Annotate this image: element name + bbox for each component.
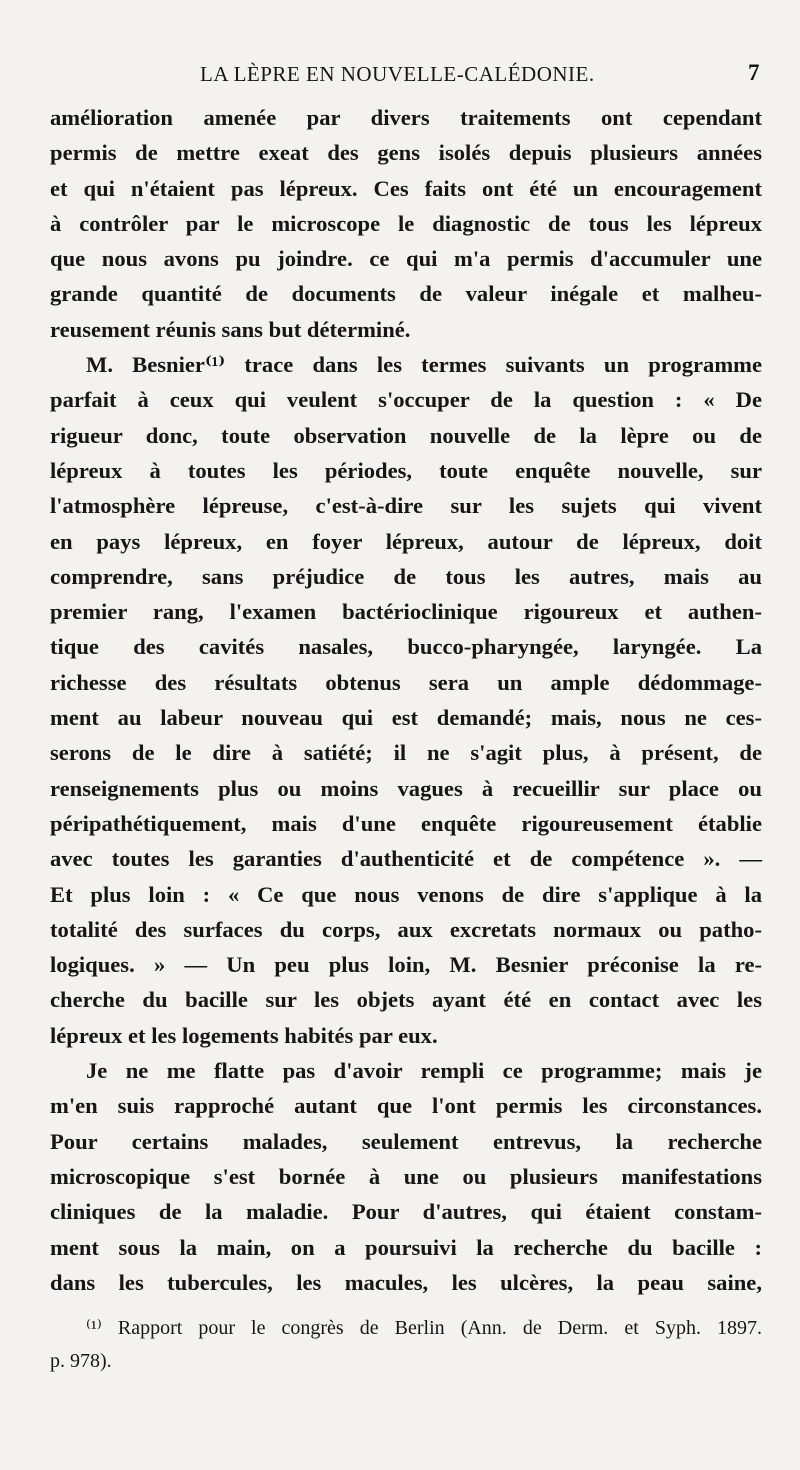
page-number: 7 xyxy=(748,60,760,85)
running-title: LA LÈPRE EN NOUVELLE-CALÉDONIE. xyxy=(200,62,595,86)
text-line: à contrôler par le microscope le diagnostic de tous les lépreux xyxy=(50,210,762,236)
text-line: renseignements plus ou moins vagues à recueillir sur place ou xyxy=(50,775,762,801)
text-line: permis de mettre exeat des gens isolés depuis plusieurs années xyxy=(50,140,762,166)
text-line: que nous avons pu joindre. ce qui m'a permis d'accumuler une xyxy=(50,246,762,272)
text-line: parfait à ceux qui veulent s'occuper de la question : « De xyxy=(50,387,762,413)
text-line: ment au labeur nouveau qui est demandé; mais, nous ne ces- xyxy=(50,705,762,731)
text-line: l'atmosphère lépreuse, c'est-à-dire sur les sujets qui vivent xyxy=(50,493,762,519)
text-line: tique des cavités nasales, bucco-pharyngée, laryngée. La xyxy=(50,634,762,660)
text-line: m'en suis rapproché autant que l'ont permis les circonstances. xyxy=(50,1093,762,1119)
page-header xyxy=(48,62,760,92)
text-line: grande quantité de documents de valeur inégale et malheu- xyxy=(50,281,762,307)
footnote xyxy=(50,1312,762,1378)
text-line: en pays lépreux, en foyer lépreux, autour de lépreux, doit xyxy=(50,528,762,554)
body-text xyxy=(50,100,762,1300)
text-line: lépreux à toutes les périodes, toute enquête nouvelle, sur xyxy=(50,457,762,483)
text-line: microscopique s'est bornée à une ou plusieurs manifestations xyxy=(50,1163,762,1189)
text-line: lépreux et les logements habités par eux. xyxy=(50,1022,438,1048)
text-line: ment sous la main, on a poursuivi la recherche du bacille : xyxy=(50,1234,762,1260)
text-line: logiques. » — Un peu plus loin, M. Besnier préconise la re- xyxy=(50,952,762,978)
text-line: dans les tubercules, les macules, les ulcères, la peau saine, xyxy=(50,1269,762,1295)
text-line: avec toutes les garanties d'authenticité et de compétence ». — xyxy=(50,846,762,872)
text-line: et qui n'étaient pas lépreux. Ces faits ont été un encouragement xyxy=(50,175,762,201)
footnote-line: ⁽¹⁾ Rapport pour le congrès de Berlin (Ann. de Derm. et Syph. 1897. xyxy=(86,1317,762,1339)
text-line: Pour certains malades, seulement entrevus, la recherche xyxy=(50,1128,762,1154)
text-line: premier rang, l'examen bactérioclinique rigoureux et authen- xyxy=(50,599,762,625)
text-line: serons de le dire à satiété; il ne s'agit plus, à présent, de xyxy=(50,740,762,766)
text-line: cherche du bacille sur les objets ayant été en contact avec les xyxy=(50,987,762,1013)
text-line: rigueur donc, toute observation nouvelle de la lèpre ou de xyxy=(50,422,762,448)
text-line: M. Besnier⁽¹⁾ trace dans les termes suivants un programme xyxy=(86,352,762,378)
text-line: richesse des résultats obtenus sera un ample dédommage- xyxy=(50,669,762,695)
text-line: reusement réunis sans but déterminé. xyxy=(50,316,411,342)
text-line: comprendre, sans préjudice de tous les autres, mais au xyxy=(50,563,762,589)
text-line: Et plus loin : « Ce que nous venons de dire s'applique à la xyxy=(50,881,762,907)
text-line: cliniques de la maladie. Pour d'autres, qui étaient constam- xyxy=(50,1199,762,1225)
text-line: amélioration amenée par divers traitements ont cependant xyxy=(50,105,762,130)
text-line: totalité des surfaces du corps, aux excretats normaux ou patho- xyxy=(50,916,762,942)
text-line: Je ne me flatte pas d'avoir rempli ce programme; mais je xyxy=(86,1058,762,1084)
footnote-line: p. 978). xyxy=(50,1350,112,1372)
text-line: péripathétiquement, mais d'une enquête rigoureusement établie xyxy=(50,810,762,836)
